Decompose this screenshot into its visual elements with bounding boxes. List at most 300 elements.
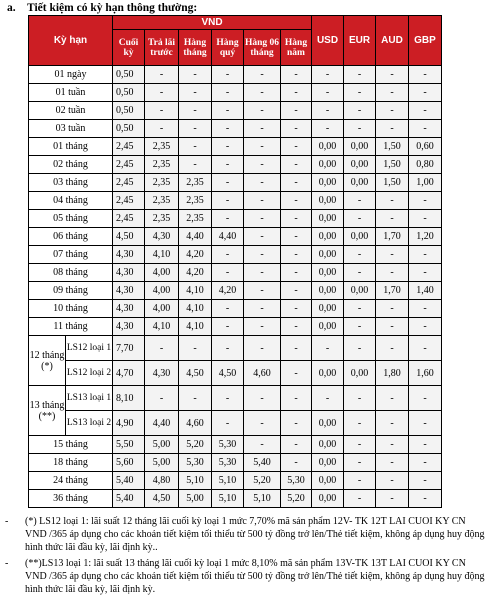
footnote xyxy=(5,557,485,596)
rate-cell: - xyxy=(145,120,179,138)
rate-cell: - xyxy=(376,66,409,84)
rate-cell: - xyxy=(281,361,312,386)
rate-cell: 4,00 xyxy=(145,300,179,318)
table-row xyxy=(29,336,442,361)
rate-cell: - xyxy=(409,192,442,210)
rate-cell: - xyxy=(281,210,312,228)
rate-cell: 5,20 xyxy=(244,472,281,490)
rate-cell: 0,00 xyxy=(312,411,344,436)
rate-cell: 1,70 xyxy=(376,228,409,246)
rate-cell: 0,50 xyxy=(113,102,145,120)
rate-cell: - xyxy=(281,300,312,318)
rate-cell: 5,40 xyxy=(113,490,145,508)
rate-cell: - xyxy=(281,174,312,192)
rate-cell: - xyxy=(312,66,344,84)
rate-cell: - xyxy=(344,102,376,120)
rate-cell: 1,20 xyxy=(409,228,442,246)
header-quarterly: Hàng quý xyxy=(212,30,244,66)
rate-cell: - xyxy=(212,386,244,411)
term-label: 05 tháng xyxy=(29,210,113,228)
rate-cell: 4,60 xyxy=(179,411,212,436)
rate-cell: - xyxy=(312,102,344,120)
table-row xyxy=(29,386,442,411)
rate-cell: 0,50 xyxy=(113,66,145,84)
rate-cell: 2,35 xyxy=(145,156,179,174)
rate-cell: 1,40 xyxy=(409,282,442,300)
rate-cell: - xyxy=(244,156,281,174)
rate-cell: - xyxy=(409,436,442,454)
group-term-text: 12 tháng xyxy=(29,349,65,361)
header-usd: USD xyxy=(312,16,344,66)
rate-cell: - xyxy=(344,411,376,436)
rate-cell: - xyxy=(244,282,281,300)
rate-cell: 2,35 xyxy=(179,192,212,210)
rate-cell: - xyxy=(344,300,376,318)
term-label: 09 tháng xyxy=(29,282,113,300)
rate-cell: - xyxy=(281,138,312,156)
rate-cell: 4,20 xyxy=(179,246,212,264)
section-marker: a. xyxy=(7,2,16,14)
rate-cell: - xyxy=(376,192,409,210)
rate-cell: - xyxy=(376,84,409,102)
rate-cell: - xyxy=(145,386,179,411)
rate-cell: 0,00 xyxy=(312,210,344,228)
table-row xyxy=(29,472,442,490)
group-term-mark: (**) xyxy=(38,410,56,422)
group-term-label xyxy=(29,336,66,386)
rate-cell: 2,35 xyxy=(179,174,212,192)
rate-cell: 8,10 xyxy=(113,386,145,411)
rate-cell: - xyxy=(344,192,376,210)
rate-cell: 4,30 xyxy=(113,246,145,264)
rate-cell: 4,20 xyxy=(212,282,244,300)
term-label: 36 tháng xyxy=(29,490,113,508)
rate-cell: 5,10 xyxy=(244,490,281,508)
rate-cell: - xyxy=(145,102,179,120)
table-row xyxy=(29,300,442,318)
rate-cell: 5,30 xyxy=(179,454,212,472)
rate-cell: - xyxy=(212,246,244,264)
rate-cell: 0,00 xyxy=(312,246,344,264)
term-label: 15 tháng xyxy=(29,436,113,454)
rate-cell: - xyxy=(409,472,442,490)
rate-cell: - xyxy=(179,336,212,361)
header-end-of-term: Cuối kỳ xyxy=(113,30,145,66)
rate-cell: - xyxy=(212,318,244,336)
rate-cell: 4,10 xyxy=(179,318,212,336)
term-label: 02 tuần xyxy=(29,102,113,120)
rate-cell: 5,10 xyxy=(179,472,212,490)
rate-cell: - xyxy=(212,411,244,436)
rate-cell: 2,45 xyxy=(113,174,145,192)
rate-cell: 5,00 xyxy=(145,454,179,472)
table-row xyxy=(29,210,442,228)
rate-cell: - xyxy=(281,66,312,84)
rate-cell: 4,10 xyxy=(179,300,212,318)
rate-cell: 2,45 xyxy=(113,210,145,228)
rate-cell: - xyxy=(281,228,312,246)
rate-cell: - xyxy=(344,454,376,472)
header-eur: EUR xyxy=(344,16,376,66)
rate-cell: - xyxy=(244,246,281,264)
header-monthly: Hàng tháng xyxy=(179,30,212,66)
rate-cell: 7,70 xyxy=(113,336,145,361)
rate-cell: - xyxy=(212,102,244,120)
rate-type-label: LS12 loại 2 xyxy=(66,361,113,386)
rate-cell: 4,40 xyxy=(145,411,179,436)
table-row xyxy=(29,436,442,454)
rate-cell: 4,60 xyxy=(244,361,281,386)
footnote-dash: - xyxy=(5,516,9,527)
table-row xyxy=(29,411,442,436)
rate-cell: - xyxy=(244,120,281,138)
term-label: 18 tháng xyxy=(29,454,113,472)
rate-cell: - xyxy=(409,490,442,508)
rate-cell: - xyxy=(376,120,409,138)
rate-cell: - xyxy=(179,120,212,138)
rate-cell: 4,10 xyxy=(145,246,179,264)
rate-cell: 4,30 xyxy=(113,282,145,300)
term-label: 08 tháng xyxy=(29,264,113,282)
rate-cell: 0,00 xyxy=(312,228,344,246)
rate-cell: - xyxy=(344,436,376,454)
table-row xyxy=(29,120,442,138)
term-label: 24 tháng xyxy=(29,472,113,490)
rate-cell: - xyxy=(244,300,281,318)
term-label: 07 tháng xyxy=(29,246,113,264)
term-label: 01 tháng xyxy=(29,138,113,156)
rate-cell: - xyxy=(244,66,281,84)
rate-cell: - xyxy=(409,264,442,282)
rate-cell: 4,90 xyxy=(113,411,145,436)
rate-cell: 0,00 xyxy=(312,361,344,386)
rate-cell: - xyxy=(409,102,442,120)
rate-cell: 4,30 xyxy=(145,228,179,246)
rate-cell: 0,00 xyxy=(344,228,376,246)
table-row xyxy=(29,138,442,156)
table-row xyxy=(29,264,442,282)
header-prepaid: Trả lãi trước xyxy=(145,30,179,66)
rate-cell: - xyxy=(244,411,281,436)
rate-cell: 5,40 xyxy=(113,472,145,490)
rate-cell: - xyxy=(244,264,281,282)
table-row xyxy=(29,361,442,386)
term-label: 06 tháng xyxy=(29,228,113,246)
rate-cell: 5,20 xyxy=(281,490,312,508)
term-label: 03 tháng xyxy=(29,174,113,192)
rate-cell: - xyxy=(281,386,312,411)
interest-rate-table xyxy=(28,15,442,508)
term-label: 01 tuần xyxy=(29,84,113,102)
rate-cell: - xyxy=(344,318,376,336)
rate-cell: - xyxy=(244,210,281,228)
rate-cell: 4,30 xyxy=(113,300,145,318)
term-label: 01 ngày xyxy=(29,66,113,84)
table-row xyxy=(29,228,442,246)
rate-cell: - xyxy=(409,386,442,411)
header-annual: Hàng năm xyxy=(281,30,312,66)
rate-cell: 4,30 xyxy=(113,264,145,282)
footnotes xyxy=(5,515,485,599)
rate-cell: 5,30 xyxy=(212,454,244,472)
rate-cell: - xyxy=(409,246,442,264)
rate-cell: - xyxy=(344,336,376,361)
rate-cell: 0,00 xyxy=(312,156,344,174)
rate-cell: - xyxy=(376,102,409,120)
rate-cell: 4,30 xyxy=(113,318,145,336)
rate-cell: 1,50 xyxy=(376,156,409,174)
footnote xyxy=(5,515,485,554)
footnote-text: (**)LS13 loại 1: lãi suất 13 tháng lãi cuối kỳ loại 1 mức 8,10% mã sản phẩm 13V-TK 13T LAI CUOI KY CN VND /365 áp dụng cho các khoản tiết kiệm tối thiểu từ 500 tỷ đồng trở lên/Thẻ tiết kiệm, không áp dụng huy động hình thức lãi đầu kỳ, lãi định kỳ. xyxy=(25,558,485,595)
rate-cell: - xyxy=(244,336,281,361)
rate-cell: - xyxy=(376,300,409,318)
rate-cell: - xyxy=(179,66,212,84)
rate-cell: - xyxy=(179,386,212,411)
rate-cell: - xyxy=(376,210,409,228)
rate-cell: - xyxy=(244,436,281,454)
rate-cell: 0,00 xyxy=(344,156,376,174)
rate-cell: - xyxy=(409,336,442,361)
rate-cell: - xyxy=(281,282,312,300)
rate-cell: - xyxy=(212,156,244,174)
rate-cell: 0,00 xyxy=(344,138,376,156)
rate-type-label: LS13 loại 1 xyxy=(66,386,113,411)
rate-cell: - xyxy=(409,318,442,336)
rate-cell: 0,00 xyxy=(344,174,376,192)
rate-cell: 2,35 xyxy=(145,192,179,210)
rate-cell: 2,45 xyxy=(113,192,145,210)
table-row xyxy=(29,282,442,300)
table-row xyxy=(29,174,442,192)
rate-cell: - xyxy=(376,454,409,472)
rate-rows xyxy=(29,66,442,508)
section-title: Tiết kiệm có kỳ hạn thông thường: xyxy=(27,2,198,14)
term-label: 11 tháng xyxy=(29,318,113,336)
rate-cell: 0,00 xyxy=(312,300,344,318)
rate-cell: - xyxy=(212,300,244,318)
rate-cell: - xyxy=(312,120,344,138)
rate-cell: 0,00 xyxy=(344,282,376,300)
rate-cell: - xyxy=(344,66,376,84)
rate-cell: 4,50 xyxy=(212,361,244,386)
rate-cell: - xyxy=(145,84,179,102)
rate-cell: - xyxy=(281,84,312,102)
rate-cell: - xyxy=(376,336,409,361)
rate-cell: - xyxy=(409,454,442,472)
rate-cell: 0,00 xyxy=(312,264,344,282)
rate-cell: 5,30 xyxy=(212,436,244,454)
rate-cell: - xyxy=(281,192,312,210)
table-row xyxy=(29,102,442,120)
section-heading xyxy=(7,2,197,14)
rate-cell: 0,50 xyxy=(113,84,145,102)
rate-cell: - xyxy=(179,84,212,102)
header-gbp: GBP xyxy=(409,16,442,66)
rate-cell: - xyxy=(244,318,281,336)
rate-cell: 2,45 xyxy=(113,138,145,156)
rate-cell: 4,00 xyxy=(145,282,179,300)
rate-cell: - xyxy=(212,192,244,210)
group-term-label xyxy=(29,386,66,436)
rate-cell: - xyxy=(244,174,281,192)
rate-cell: 1,80 xyxy=(376,361,409,386)
rate-cell: - xyxy=(145,336,179,361)
header-aud: AUD xyxy=(376,16,409,66)
rate-cell: - xyxy=(376,490,409,508)
header-semiannual: Hàng 06 tháng xyxy=(244,30,281,66)
rate-cell: - xyxy=(409,120,442,138)
rate-cell: - xyxy=(344,246,376,264)
rate-cell: 0,00 xyxy=(344,361,376,386)
rate-cell: 1,70 xyxy=(376,282,409,300)
rate-cell: 0,00 xyxy=(312,436,344,454)
table-row xyxy=(29,156,442,174)
rate-cell: - xyxy=(344,386,376,411)
rate-cell: - xyxy=(409,411,442,436)
header-term: Kỳ hạn xyxy=(29,16,113,66)
rate-cell: 5,30 xyxy=(281,472,312,490)
rate-cell: - xyxy=(376,411,409,436)
rate-cell: - xyxy=(244,84,281,102)
rate-cell: 0,00 xyxy=(312,318,344,336)
rate-cell: - xyxy=(244,192,281,210)
group-term-mark: (*) xyxy=(41,360,53,372)
rate-cell: - xyxy=(212,210,244,228)
rate-cell: - xyxy=(179,156,212,174)
rate-type-label: LS13 loại 2 xyxy=(66,411,113,436)
rate-cell: - xyxy=(212,174,244,192)
table-row xyxy=(29,490,442,508)
rate-cell: 5,60 xyxy=(113,454,145,472)
rate-cell: - xyxy=(344,84,376,102)
rate-cell: 0,00 xyxy=(312,138,344,156)
table-row xyxy=(29,318,442,336)
table-row xyxy=(29,84,442,102)
rate-cell: - xyxy=(212,120,244,138)
rate-cell: - xyxy=(376,264,409,282)
table-row xyxy=(29,192,442,210)
rate-cell: - xyxy=(244,138,281,156)
rate-cell: - xyxy=(281,454,312,472)
rate-cell: 4,50 xyxy=(113,228,145,246)
rate-cell: 2,35 xyxy=(179,210,212,228)
rate-cell: 0,00 xyxy=(312,454,344,472)
rate-cell: - xyxy=(281,411,312,436)
rate-cell: - xyxy=(344,472,376,490)
rate-cell: 5,10 xyxy=(212,490,244,508)
rate-cell: 0,00 xyxy=(312,282,344,300)
rate-cell: - xyxy=(281,246,312,264)
rate-cell: 0,50 xyxy=(113,120,145,138)
term-label: 03 tuần xyxy=(29,120,113,138)
rate-cell: - xyxy=(212,66,244,84)
rate-cell: 2,45 xyxy=(113,156,145,174)
rate-cell: - xyxy=(179,138,212,156)
rate-cell: - xyxy=(244,102,281,120)
rate-cell: 5,00 xyxy=(145,436,179,454)
rate-cell: - xyxy=(376,386,409,411)
rate-cell: 2,35 xyxy=(145,138,179,156)
rate-cell: 5,20 xyxy=(179,436,212,454)
rate-cell: 4,10 xyxy=(179,282,212,300)
table-row xyxy=(29,246,442,264)
rate-cell: 0,00 xyxy=(312,192,344,210)
rate-cell: 4,80 xyxy=(145,472,179,490)
rate-cell: - xyxy=(409,210,442,228)
rate-cell: 5,00 xyxy=(179,490,212,508)
rate-cell: 4,20 xyxy=(179,264,212,282)
rate-cell: - xyxy=(344,120,376,138)
footnote-dash: - xyxy=(5,558,9,569)
rate-cell: - xyxy=(179,102,212,120)
rate-cell: 5,50 xyxy=(113,436,145,454)
group-term-text: 13 tháng xyxy=(29,399,65,411)
rate-cell: 0,00 xyxy=(312,472,344,490)
rate-cell: 4,50 xyxy=(145,490,179,508)
term-label: 02 tháng xyxy=(29,156,113,174)
rate-cell: - xyxy=(312,386,344,411)
rate-cell: 1,50 xyxy=(376,174,409,192)
rate-cell: - xyxy=(312,336,344,361)
rate-cell: - xyxy=(145,66,179,84)
rate-cell: - xyxy=(281,318,312,336)
rate-cell: - xyxy=(376,246,409,264)
rate-cell: - xyxy=(244,386,281,411)
rate-cell: - xyxy=(376,318,409,336)
rate-cell: - xyxy=(212,138,244,156)
rate-cell: - xyxy=(212,336,244,361)
rate-cell: - xyxy=(312,84,344,102)
rate-cell: - xyxy=(281,336,312,361)
rate-cell: - xyxy=(281,436,312,454)
rate-cell: 0,00 xyxy=(312,490,344,508)
rate-cell: 4,00 xyxy=(145,264,179,282)
rate-cell: 1,00 xyxy=(409,174,442,192)
rate-cell: 0,60 xyxy=(409,138,442,156)
rate-cell: - xyxy=(376,472,409,490)
rate-cell: 4,30 xyxy=(145,361,179,386)
rate-cell: 0,00 xyxy=(312,174,344,192)
rate-cell: - xyxy=(281,264,312,282)
rate-cell: 1,50 xyxy=(376,138,409,156)
rate-cell: - xyxy=(376,436,409,454)
rate-cell: 4,10 xyxy=(145,318,179,336)
rate-cell: - xyxy=(344,210,376,228)
rate-cell: - xyxy=(409,84,442,102)
header-vnd: VND xyxy=(113,16,312,30)
rate-cell: 4,70 xyxy=(113,361,145,386)
term-label: 10 tháng xyxy=(29,300,113,318)
rate-cell: - xyxy=(344,490,376,508)
table-row xyxy=(29,454,442,472)
rate-cell: 4,50 xyxy=(179,361,212,386)
rate-cell: 4,40 xyxy=(179,228,212,246)
rate-cell: - xyxy=(281,156,312,174)
rate-cell: 0,80 xyxy=(409,156,442,174)
table-row xyxy=(29,66,442,84)
rate-cell: - xyxy=(244,228,281,246)
rate-cell: - xyxy=(409,66,442,84)
rate-cell: 2,35 xyxy=(145,174,179,192)
rate-cell: - xyxy=(281,120,312,138)
rate-cell: 4,40 xyxy=(212,228,244,246)
rate-cell: - xyxy=(281,102,312,120)
footnote-text: (*) LS12 loại 1: lãi suất 12 tháng lãi cuối kỳ loại 1 mức 7,70% mã sản phẩm 12V- TK 12T LAI CUOI KY CN VND /365 áp dụng cho các khoản tiết kiệm tối thiểu từ 500 tỷ đồng trở lên/Thẻ tiết kiệm, không áp dụng huy động hình thức lãi đầu kỳ, lãi định kỳ.. xyxy=(25,516,485,553)
term-label: 04 tháng xyxy=(29,192,113,210)
rate-cell: - xyxy=(409,300,442,318)
rate-cell: - xyxy=(212,84,244,102)
rate-cell: 5,10 xyxy=(212,472,244,490)
